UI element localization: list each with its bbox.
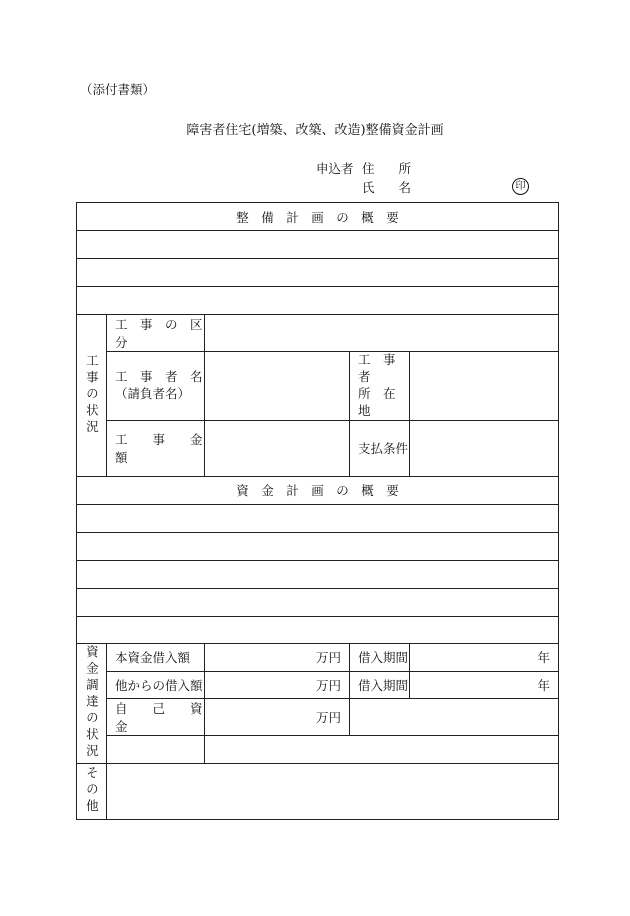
contractor-address-field[interactable] bbox=[410, 352, 559, 421]
contractor-address-line1: 工 事 者 bbox=[358, 352, 409, 384]
own-funds-amount-unit[interactable]: 万円 bbox=[205, 698, 350, 735]
plan-overview-line-2[interactable] bbox=[77, 259, 559, 287]
other-loan-period-label: 借入期間 bbox=[350, 671, 410, 698]
contractor-address-line2: 所 在 地 bbox=[358, 385, 409, 418]
fund-overview-line-5[interactable] bbox=[77, 616, 559, 643]
work-amount-label: 工 事 金 額 bbox=[107, 420, 205, 476]
fund-overview-line-4[interactable] bbox=[77, 588, 559, 616]
fund-overview-header: 資 金 計 画 の 概 要 bbox=[77, 476, 559, 504]
work-amount-field[interactable] bbox=[205, 420, 350, 476]
plan-overview-header: 整 備 計 画 の 概 要 bbox=[77, 203, 559, 231]
fund-overview-line-3[interactable] bbox=[77, 560, 559, 588]
address-label: 住 所 bbox=[362, 161, 421, 176]
fund-overview-line-2[interactable] bbox=[77, 532, 559, 560]
payment-terms-label: 支払条件 bbox=[350, 420, 410, 476]
plan-form-table bbox=[76, 202, 559, 820]
fund-status-text: 資金調達の状況 bbox=[84, 645, 100, 761]
contractor-address-label bbox=[350, 352, 410, 421]
other-text: その他 bbox=[84, 766, 100, 816]
work-status-text: 工事の状況 bbox=[84, 354, 100, 437]
own-funds-label: 自 己 資 金 bbox=[107, 698, 205, 735]
plan-overview-line-1[interactable] bbox=[77, 231, 559, 259]
other-loan-period-unit[interactable]: 年 bbox=[410, 671, 559, 698]
contractor-name-line1: 工 事 者 名 bbox=[115, 368, 203, 384]
other-loan-label: 他からの借入額 bbox=[107, 671, 205, 698]
applicant-label: 申込者 bbox=[316, 161, 354, 176]
attachment-label: （添付書類） bbox=[80, 82, 156, 97]
fund-extra-value-field[interactable] bbox=[205, 735, 559, 763]
other-field[interactable] bbox=[107, 763, 559, 819]
contractor-name-field[interactable] bbox=[205, 352, 350, 421]
work-category-field[interactable] bbox=[205, 315, 559, 352]
own-loan-period-unit[interactable]: 年 bbox=[410, 643, 559, 671]
name-label: 氏 名 bbox=[362, 180, 421, 195]
contractor-name-line2: （請負者名） bbox=[115, 385, 191, 401]
own-loan-amount-unit[interactable]: 万円 bbox=[205, 643, 350, 671]
document-title: 障害者住宅(増築、改築、改造)整備資金計画 bbox=[186, 123, 444, 138]
work-status-label bbox=[77, 315, 107, 477]
plan-overview-line-3[interactable] bbox=[77, 287, 559, 315]
other-loan-amount-unit[interactable]: 万円 bbox=[205, 671, 350, 698]
seal-mark: 印 bbox=[512, 178, 529, 195]
fund-status-label bbox=[77, 643, 107, 763]
own-funds-extra-field[interactable] bbox=[350, 698, 559, 735]
own-loan-period-label: 借入期間 bbox=[350, 643, 410, 671]
work-category-label: 工 事 の 区 分 bbox=[107, 315, 205, 352]
other-label bbox=[77, 763, 107, 819]
payment-terms-field[interactable] bbox=[410, 420, 559, 476]
fund-overview-line-1[interactable] bbox=[77, 504, 559, 532]
own-loan-label: 本資金借入額 bbox=[107, 643, 205, 671]
fund-extra-label-field[interactable] bbox=[107, 735, 205, 763]
contractor-name-label bbox=[107, 352, 205, 421]
